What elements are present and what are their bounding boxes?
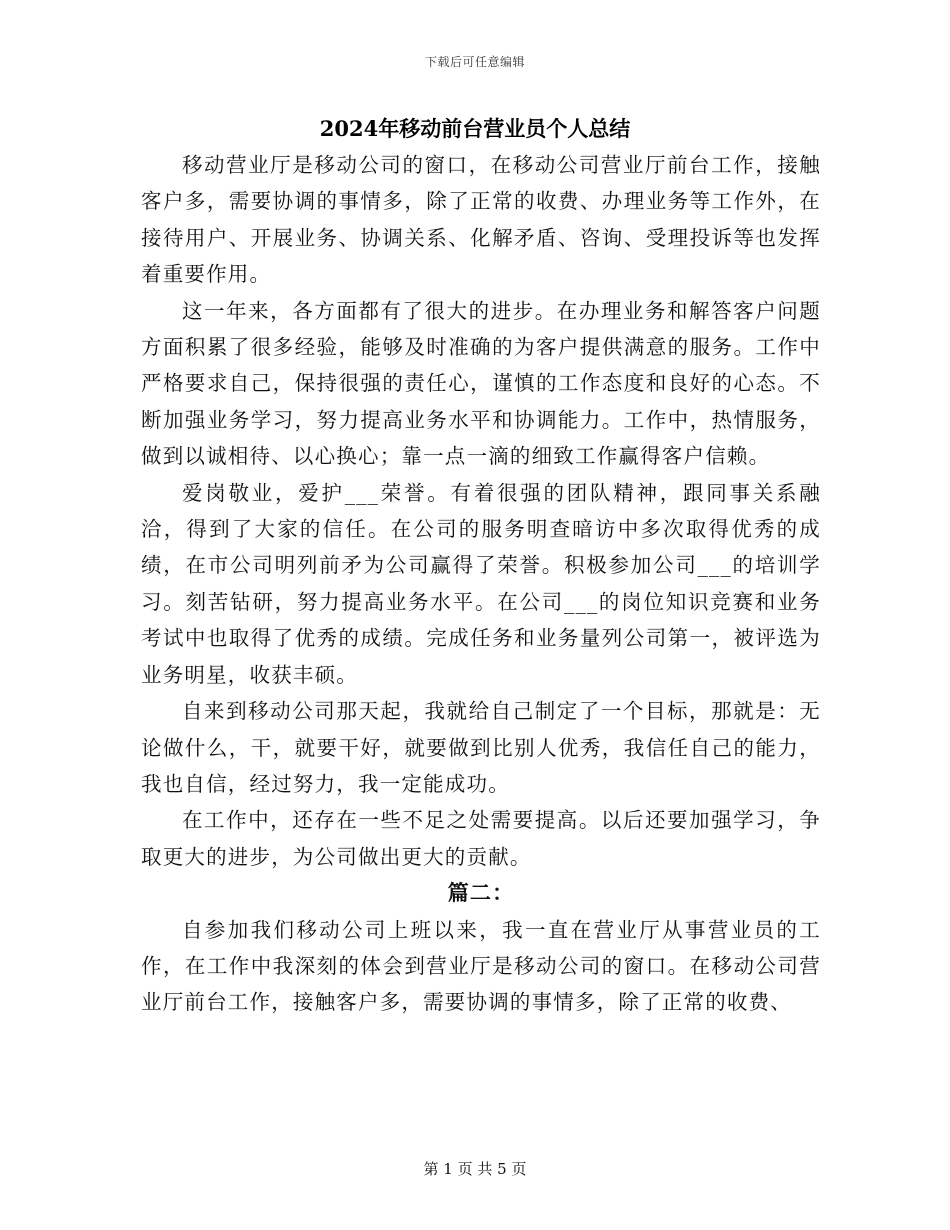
- page-footer: 第 1 页 共 5 页: [423, 1160, 527, 1178]
- paragraph: 自来到移动公司那天起，我就给自己制定了一个目标，那就是：无论做什么，干，就要干好，就要做到比别人优秀，我信任自己的能力，我也自信，经过努力，我一定能成功。: [141, 699, 821, 796]
- header-note: 下载后可任意编辑: [424, 55, 525, 69]
- paragraph: 爱岗敬业，爱护___荣誉。有着很强的团队精神，跟同事关系融洽，得到了大家的信任。在公司的服务明查暗访中多次取得优秀的成绩，在市公司明列前矛为公司赢得了荣誉。积极参加公司___的培训学习。刻苦钻研，努力提高业务水平。在公司___的岗位知识竞赛和业务考试中也取得了优秀的成绩。完成任务和业务量列公司第一，被评选为业务明星，收获丰硕。: [141, 480, 821, 687]
- paragraph: 这一年来，各方面都有了很大的进步。在办理业务和解答客户问题方面积累了很多经验，能够及时准确的为客户提供满意的服务。工作中严格要求自己，保持很强的责任心，谨慎的工作态度和良好的心态。不断加强业务学习，努力提高业务水平和协调能力。工作中，热情服务，做到以诚相待、以心换心；靠一点一滴的细致工作赢得客户信赖。: [141, 298, 821, 469]
- document-body: [141, 147, 821, 1021]
- paragraph: 移动营业厅是移动公司的窗口，在移动公司营业厅前台工作，接触客户多，需要协调的事情多，除了正常的收费、办理业务等工作外，在接待用户、开展业务、协调关系、化解矛盾、咨询、受理投诉等也发挥着重要作用。: [141, 153, 821, 287]
- document-title: 2024年移动前台营业员个人总结: [319, 116, 631, 141]
- paragraph: 在工作中，还存在一些不足之处需要提高。以后还要加强学习，争取更大的进步，为公司做出更大的贡献。: [141, 808, 821, 869]
- section-heading: 篇二：: [447, 880, 515, 906]
- paragraph: 自参加我们移动公司上班以来，我一直在营业厅从事营业员的工作，在工作中我深刻的体会到营业厅是移动公司的窗口。在移动公司营业厅前台工作，接触客户多，需要协调的事情多，除了正常的收费、: [141, 917, 821, 1015]
